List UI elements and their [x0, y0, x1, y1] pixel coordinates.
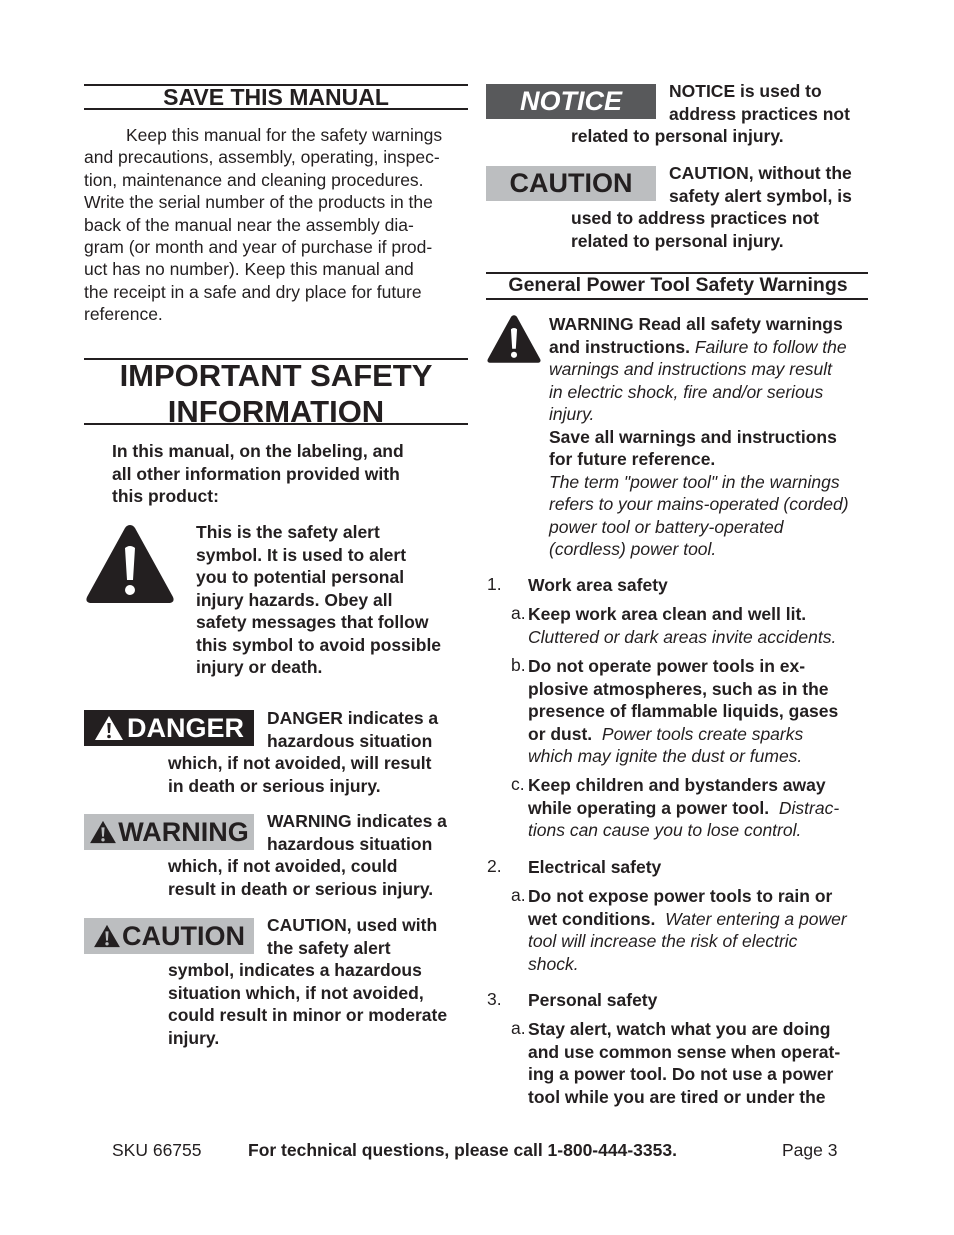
important-bottom-rule [84, 423, 468, 425]
caution-plain-line: related to personal injury. [571, 230, 784, 251]
caution-line: situation which, if not avoided, [168, 982, 424, 1003]
caution-plain-badge-label: CAUTION [509, 168, 633, 198]
intro-line: all other information provided with [112, 463, 400, 484]
save-line: reference. [84, 304, 163, 325]
list-letter: b. [511, 655, 526, 675]
danger-badge [84, 710, 254, 746]
general-term-line: power tool or battery-operated [549, 516, 784, 537]
general-warnings-heading: General Power Tool Safety Warnings [508, 274, 848, 296]
list-item [528, 774, 873, 842]
alert-symbol-text [196, 521, 468, 679]
caution-plain-side-text [669, 162, 874, 207]
list-item-italic: Distrac- [769, 797, 840, 818]
warning-badge-label: WARNING [118, 816, 249, 847]
alert-line: this symbol to avoid possible [196, 634, 442, 655]
save-line: tion, maintenance and cleaning procedures. [84, 169, 424, 190]
safety-alert-triangle-icon [84, 522, 176, 606]
list-item-line [528, 908, 873, 931]
list-item-italic: shock. [528, 953, 579, 974]
footer-phone: For technical questions, please call 1-800-444-3353. [248, 1140, 677, 1160]
caution-line: could result in minor or moderate [168, 1005, 448, 1025]
list-number: 2. [487, 856, 502, 876]
caution-line: symbol, indicates a hazardous [168, 960, 422, 980]
save-line: gram (or month and year of purchase if prod- [84, 237, 433, 258]
caution-line: the safety alert [267, 937, 391, 958]
warning-line: which, if not avoided, could [168, 856, 398, 876]
section-title: Personal safety [528, 990, 658, 1010]
danger-line: hazardous situation [267, 730, 433, 751]
list-item-line [528, 797, 873, 820]
list-item-italic: Cluttered or dark areas invite accidents. [528, 626, 837, 647]
list-item-bold: or dust. [528, 723, 593, 744]
notice-below-text [571, 125, 871, 148]
list-letter: a. [511, 885, 526, 905]
general-warning-line [549, 336, 879, 359]
important-safety-heading [84, 358, 468, 430]
caution-plain-line: CAUTION, without the [669, 163, 852, 183]
list-item-bold: Do not expose power tools to rain or [528, 886, 833, 906]
footer-sku: SKU 66755 [112, 1140, 202, 1160]
warning-side-text [267, 810, 472, 855]
caution-plain-below-text [571, 207, 871, 252]
notice-badge-label: NOTICE [519, 86, 622, 116]
list-item-bold: and use common sense when operat- [528, 1041, 841, 1062]
general-warning-line: in electric shock, fire and/or serious [549, 381, 824, 402]
general-warning-line: WARNING Read all safety warnings [549, 314, 843, 334]
section-title: Work area safety [528, 575, 668, 595]
list-item [528, 1018, 873, 1108]
list-number: 1. [487, 574, 502, 594]
warning-badge [84, 814, 254, 850]
general-warning-italic: Failure to follow the [689, 336, 847, 357]
caution-plain-line: safety alert symbol, is [669, 185, 852, 206]
list-item-bold: Do not operate power tools in ex- [528, 656, 806, 676]
important-intro [112, 440, 472, 508]
list-item-italic: tool will increase the risk of electric [528, 931, 798, 951]
notice-badge [486, 84, 656, 119]
list-item-bold: Keep children and bystanders away [528, 775, 826, 795]
alert-line: symbol. It is used to alert [196, 544, 407, 565]
important-heading-line: INFORMATION [167, 394, 385, 429]
warning-triangle-icon [93, 924, 121, 948]
save-line: uct has no number). Keep this manual and [84, 259, 414, 280]
list-item-italic: which may ignite the dust or fumes. [528, 746, 803, 766]
list-item-bold: Stay alert, watch what you are doing [528, 1019, 831, 1039]
caution-line: CAUTION, used with [267, 915, 438, 935]
list-letter: a. [511, 603, 526, 623]
general-warning-bold: and instructions. [549, 336, 690, 357]
save-manual-heading: SAVE THIS MANUAL [163, 84, 389, 110]
danger-below-text [168, 752, 468, 797]
save-line: back of the manual near the assembly dia- [84, 214, 414, 235]
caution-alert-badge [84, 918, 254, 954]
general-term-line: (cordless) power tool. [549, 539, 717, 559]
list-letter: a. [511, 1018, 526, 1038]
list-item-italic: Water entering a power [655, 908, 847, 929]
general-term-line: refers to your mains-operated (corded) [549, 494, 849, 514]
warning-below-text [168, 855, 468, 900]
list-item-bold: presence of flammable liquids, gases [528, 701, 839, 721]
general-term-line: The term "power tool" in the warnings [549, 471, 840, 492]
list-letter: c. [511, 774, 525, 794]
list-item [528, 603, 873, 648]
list-item-italic: Power tools create sparks [592, 723, 804, 744]
danger-side-text [267, 707, 472, 752]
alert-line: injury hazards. Obey all [196, 589, 393, 610]
safety-alert-triangle-icon [486, 313, 542, 365]
save-line: and precautions, assembly, operating, inspec- [84, 147, 440, 168]
intro-line: this product: [112, 486, 219, 506]
alert-line: This is the safety alert [196, 522, 380, 542]
alert-line: safety messages that follow [196, 612, 429, 632]
footer-page-number: Page 3 [782, 1140, 838, 1160]
save-line: Write the serial number of the products in the [84, 192, 433, 213]
important-heading-line: IMPORTANT SAFETY [119, 358, 433, 393]
caution-badge-label: CAUTION [122, 920, 245, 951]
list-item [528, 655, 873, 768]
general-warning-line: warnings and instructions may result [549, 359, 833, 379]
notice-line: NOTICE is used to [669, 81, 822, 101]
general-save-line: Save all warnings and instructions [549, 426, 837, 447]
section-title: Electrical safety [528, 857, 662, 877]
danger-line: in death or serious injury. [168, 775, 381, 796]
warning-triangle-icon [89, 820, 117, 844]
list-number: 3. [487, 989, 502, 1009]
caution-alert-below-text [168, 959, 473, 1049]
save-manual-bottom-rule [84, 108, 468, 110]
save-line: Keep this manual for the safety warnings [126, 125, 443, 145]
list-item-bold: plosive atmospheres, such as in the [528, 678, 829, 699]
danger-line: DANGER indicates a [267, 708, 439, 728]
caution-line: injury. [168, 1027, 220, 1048]
caution-plain-line: used to address practices not [571, 208, 819, 228]
caution-alert-side-text [267, 914, 472, 959]
general-warning-block [549, 313, 879, 561]
warning-line: hazardous situation [267, 833, 433, 854]
list-item-bold: while operating a power tool. [528, 797, 770, 818]
list-item-bold: tool while you are tired or under the [528, 1086, 826, 1107]
list-item-italic: tions can cause you to lose control. [528, 820, 802, 840]
warning-line: result in death or serious injury. [168, 878, 434, 899]
notice-line: address practices not [669, 103, 850, 124]
notice-line: related to personal injury. [571, 126, 784, 146]
alert-line: injury or death. [196, 657, 323, 677]
warning-triangle-icon [94, 715, 124, 741]
general-bottom-rule [486, 298, 868, 300]
caution-plain-badge [486, 166, 656, 201]
save-line: the receipt in a safe and dry place for future [84, 281, 422, 302]
alert-line: you to potential personal [196, 567, 405, 587]
list-item-bold: ing a power tool. Do not use a power [528, 1064, 834, 1084]
notice-side-text [669, 80, 874, 125]
general-warning-line: injury. [549, 404, 595, 424]
general-save-line: for future reference. [549, 449, 716, 469]
danger-line: which, if not avoided, will result [168, 753, 432, 773]
list-item-bold: Keep work area clean and well lit. [528, 604, 807, 624]
danger-badge-label: DANGER [126, 712, 244, 743]
list-item-line [528, 723, 873, 746]
warning-line: WARNING indicates a [267, 811, 447, 831]
save-manual-paragraph [84, 124, 468, 326]
list-item [528, 885, 873, 975]
list-item-bold: wet conditions. [528, 908, 656, 929]
intro-line: In this manual, on the labeling, and [112, 441, 404, 461]
